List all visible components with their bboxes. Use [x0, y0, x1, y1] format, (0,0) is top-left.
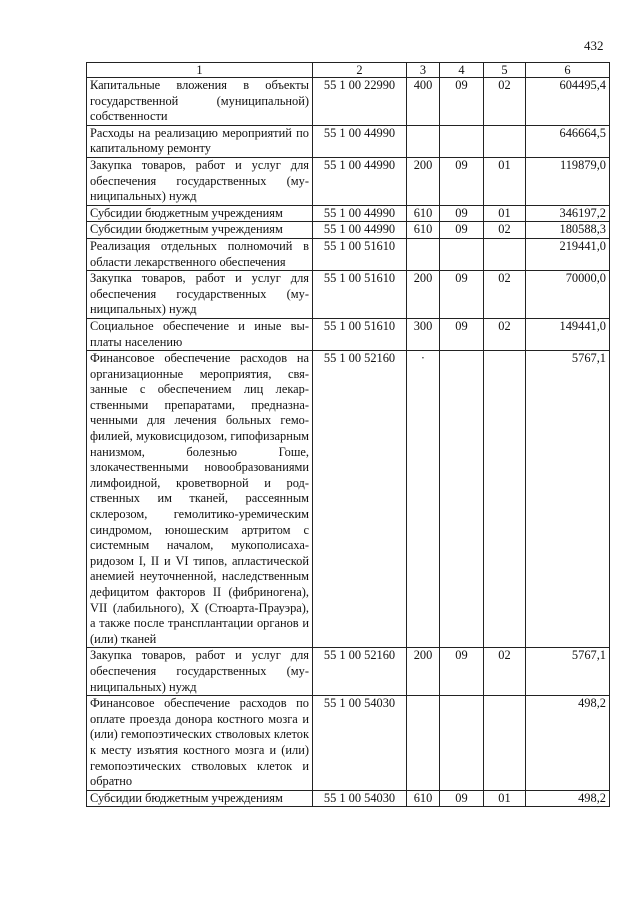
- row-amount-cell: 604495,4: [526, 78, 610, 126]
- row-name-cell: Закупка товаров, работ и услуг для обеспечения государственных (муниципальных) нужд: [87, 271, 313, 319]
- table-row: [87, 351, 610, 648]
- row-name-cell: Субсидии бюджетным учреждениям: [87, 222, 313, 239]
- row-code-cell: 55 1 00 51610: [313, 318, 407, 350]
- row-name-cell: Субсидии бюджетным учреждениям: [87, 790, 313, 807]
- row-section-cell: 09: [440, 790, 484, 807]
- row-code-cell: 55 1 00 44990: [313, 222, 407, 239]
- table-row: [87, 271, 610, 319]
- row-name-cell: Расходы на реализацию мероприятий по капитальному ремонту: [87, 125, 313, 157]
- row-subsection-cell: 01: [484, 157, 526, 205]
- page-number: 432: [584, 38, 604, 53]
- row-name-cell: Финансовое обеспечение расходов по оплате проезда донора костного мозга и (или) гемопоэтических стволовых клеток к месту изъятия костного мозга и (или) гемопоэтических стволовых клеток и обратно: [87, 696, 313, 791]
- table-row: [87, 696, 610, 791]
- column-header: 3: [407, 63, 440, 78]
- row-subsection-cell: 02: [484, 222, 526, 239]
- row-section-cell: 09: [440, 648, 484, 696]
- row-expense-type-cell: 610: [407, 790, 440, 807]
- row-subsection-cell: 01: [484, 790, 526, 807]
- row-name-cell: Финансовое обеспечение расходов на организационные мероприятия, связанные с обеспечением лиц лекарственными препаратами, предназначенными для лечения больных гемофилией, муковисцидозом, гипофизарным нанизмом, болезнью Гоше, злокачественными новообразованиями лимфоидной, кроветворной и родственных им тканей, рассеянным склерозом, гемолитико-уремическим синдромом, юношеским артритом с системным началом, мукополисахаридозом I, II и VI типов, апластической анемией неуточненной, наследственным дефицитом факторов II (фибриногена), VII (лабильного), X (Стюарта-Прауэра), а также после трансплантации органов и (или) тканей: [87, 351, 313, 648]
- row-section-cell: 09: [440, 318, 484, 350]
- row-name-cell: Социальное обеспечение и иные выплаты населению: [87, 318, 313, 350]
- row-name-cell: Закупка товаров, работ и услуг для обеспечения государственных (муниципальных) нужд: [87, 157, 313, 205]
- row-amount-cell: 180588,3: [526, 222, 610, 239]
- table-row: [87, 125, 610, 157]
- row-section-cell: 09: [440, 157, 484, 205]
- column-header: 2: [313, 63, 407, 78]
- row-subsection-cell: 02: [484, 318, 526, 350]
- row-code-cell: 55 1 00 54030: [313, 790, 407, 807]
- row-code-cell: 55 1 00 51610: [313, 271, 407, 319]
- row-amount-cell: 346197,2: [526, 205, 610, 222]
- column-header: 1: [87, 63, 313, 78]
- row-code-cell: 55 1 00 44990: [313, 157, 407, 205]
- row-code-cell: 55 1 00 52160: [313, 648, 407, 696]
- row-name-cell: Закупка товаров, работ и услуг для обеспечения государственных (муниципальных) нужд: [87, 648, 313, 696]
- table-row: [87, 238, 610, 270]
- row-section-cell: [440, 238, 484, 270]
- row-amount-cell: 149441,0: [526, 318, 610, 350]
- table-row: [87, 648, 610, 696]
- row-name-cell: Реализация отдельных полномочий в области лекарственного обеспечения: [87, 238, 313, 270]
- row-name-cell: Капитальные вложения в объекты государственной (муниципальной) собственности: [87, 78, 313, 126]
- row-expense-type-cell: 300: [407, 318, 440, 350]
- row-expense-type-cell: 200: [407, 648, 440, 696]
- row-section-cell: [440, 351, 484, 648]
- table-row: [87, 318, 610, 350]
- row-section-cell: 09: [440, 205, 484, 222]
- row-code-cell: 55 1 00 51610: [313, 238, 407, 270]
- table-row: [87, 205, 610, 222]
- row-expense-type-cell: [407, 696, 440, 791]
- column-header: 6: [526, 63, 610, 78]
- row-subsection-cell: 01: [484, 205, 526, 222]
- row-subsection-cell: 02: [484, 78, 526, 126]
- row-section-cell: 09: [440, 222, 484, 239]
- row-expense-type-cell: [407, 238, 440, 270]
- table-header-row: [87, 63, 610, 78]
- column-header: 4: [440, 63, 484, 78]
- row-amount-cell: 646664,5: [526, 125, 610, 157]
- row-section-cell: 09: [440, 78, 484, 126]
- row-section-cell: 09: [440, 271, 484, 319]
- row-expense-type-cell: 610: [407, 222, 440, 239]
- row-section-cell: [440, 125, 484, 157]
- column-header: 5: [484, 63, 526, 78]
- row-amount-cell: 219441,0: [526, 238, 610, 270]
- row-subsection-cell: 02: [484, 271, 526, 319]
- row-expense-type-cell: [407, 125, 440, 157]
- table-row: [87, 222, 610, 239]
- row-expense-type-cell: ·: [407, 351, 440, 648]
- row-amount-cell: 498,2: [526, 790, 610, 807]
- row-name-cell: Субсидии бюджетным учреждениям: [87, 205, 313, 222]
- row-expense-type-cell: 400: [407, 78, 440, 126]
- row-amount-cell: 119879,0: [526, 157, 610, 205]
- table-row: [87, 157, 610, 205]
- row-subsection-cell: [484, 125, 526, 157]
- row-amount-cell: 498,2: [526, 696, 610, 791]
- row-code-cell: 55 1 00 52160: [313, 351, 407, 648]
- row-subsection-cell: [484, 238, 526, 270]
- row-code-cell: 55 1 00 54030: [313, 696, 407, 791]
- table-row: [87, 78, 610, 126]
- row-expense-type-cell: 200: [407, 157, 440, 205]
- row-subsection-cell: [484, 696, 526, 791]
- table-row: [87, 790, 610, 807]
- row-subsection-cell: [484, 351, 526, 648]
- row-section-cell: [440, 696, 484, 791]
- row-expense-type-cell: 200: [407, 271, 440, 319]
- row-subsection-cell: 02: [484, 648, 526, 696]
- row-amount-cell: 70000,0: [526, 271, 610, 319]
- row-amount-cell: 5767,1: [526, 648, 610, 696]
- row-code-cell: 55 1 00 22990: [313, 78, 407, 126]
- row-amount-cell: 5767,1: [526, 351, 610, 648]
- row-expense-type-cell: 610: [407, 205, 440, 222]
- budget-table: [86, 62, 610, 807]
- row-code-cell: 55 1 00 44990: [313, 125, 407, 157]
- row-code-cell: 55 1 00 44990: [313, 205, 407, 222]
